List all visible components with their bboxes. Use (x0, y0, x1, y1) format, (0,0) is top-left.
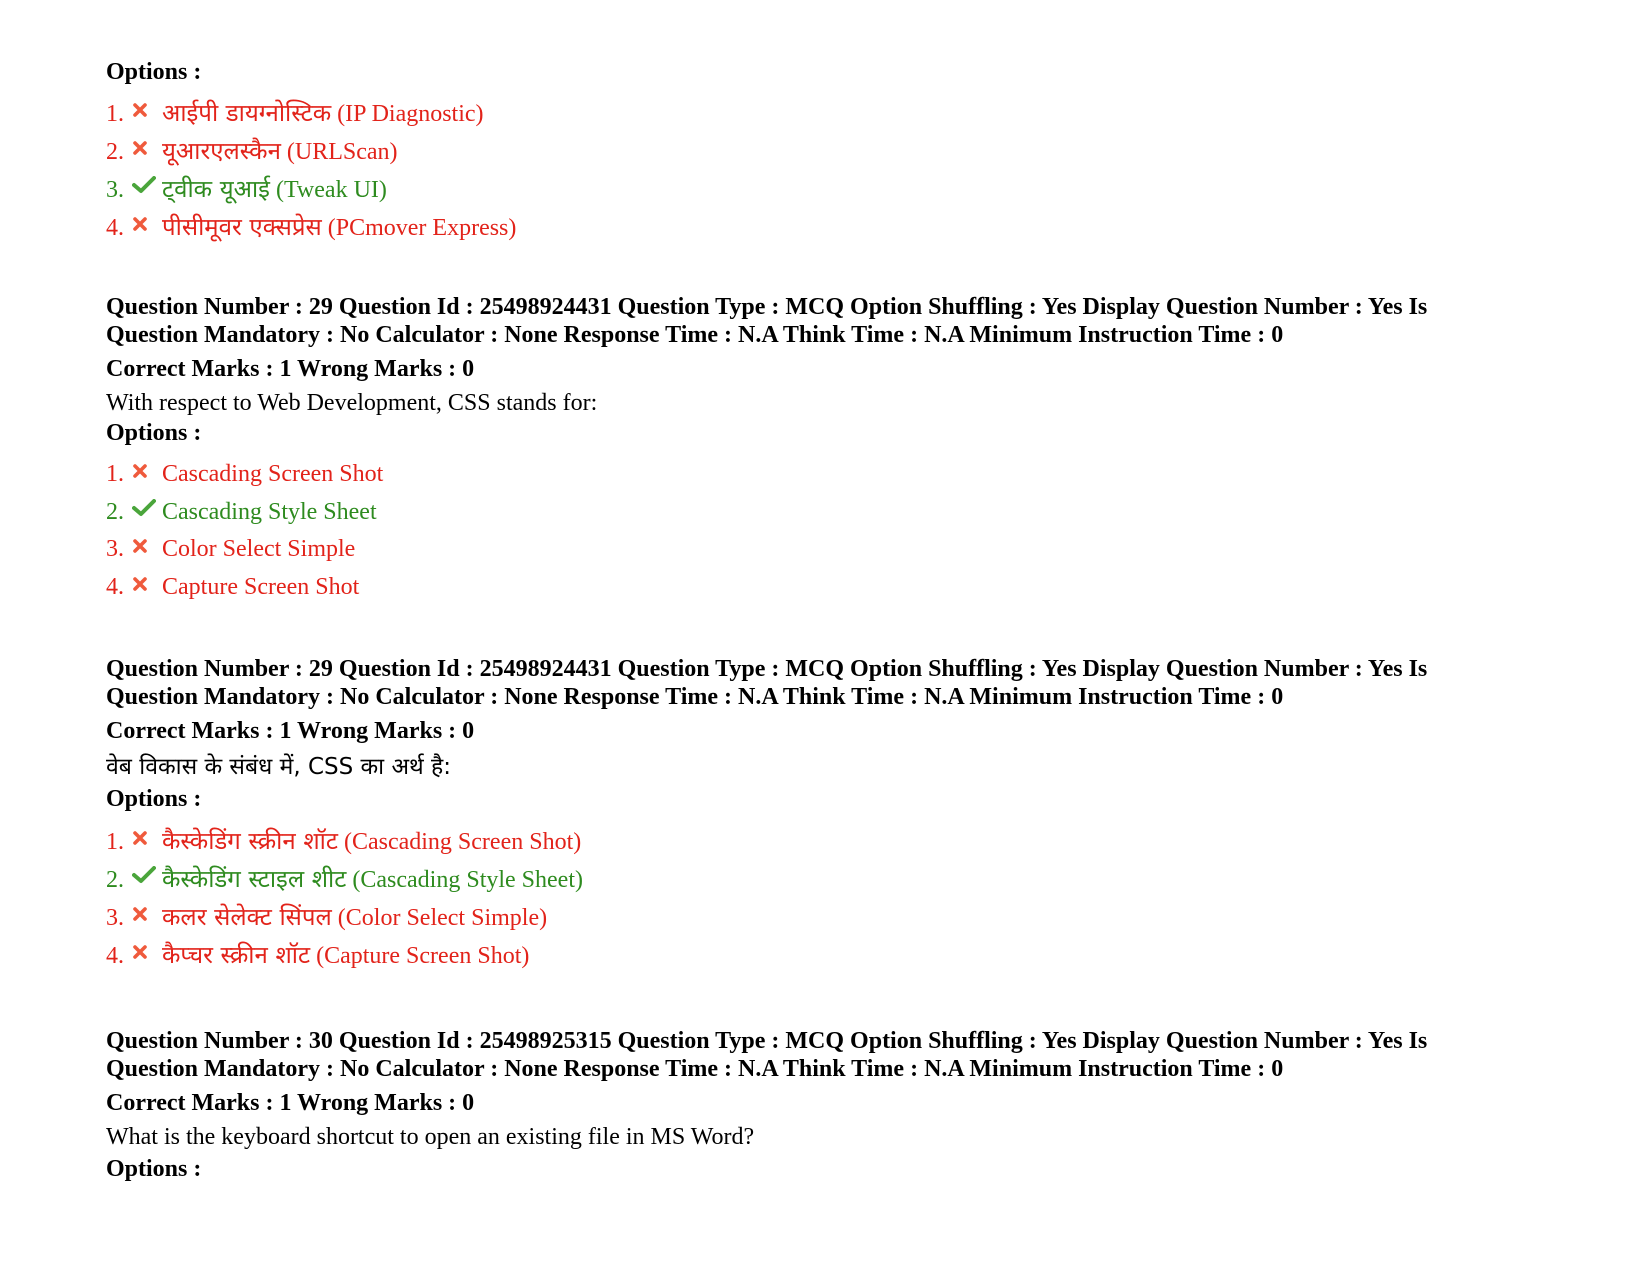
question-29-english-section (106, 293, 1546, 606)
option-number: 2. (106, 867, 124, 893)
cross-icon (132, 94, 162, 132)
option-number: 3. (106, 905, 124, 931)
question-meta-line-2: Question Mandatory : No Calculator : None Response Time : N.A Think Time : N.A Minimum Instruction Time : 0 (106, 322, 1284, 348)
option-number: 2. (106, 139, 124, 165)
question-meta-line-1: Question Number : 30 Question Id : 25498925315 Question Type : MCQ Option Shuffling : Yes Display Question Number : Yes Is (106, 1028, 1428, 1054)
option-2 (106, 860, 1546, 898)
option-hindi-text: आईपी डायग्नोस्टिक (162, 99, 332, 127)
marks-line: Correct Marks : 1 Wrong Marks : 0 (106, 718, 475, 744)
check-icon (132, 170, 162, 208)
option-english-text: (PCmover Express) (327, 215, 517, 241)
cross-icon (132, 936, 162, 974)
option-text: Color Select Simple (162, 536, 356, 562)
option-number: 2. (106, 498, 124, 525)
option-2 (106, 132, 1546, 170)
question-text: वेब विकास के संबंध में, CSS का अर्थ है: (106, 754, 451, 780)
options-label: Options : (106, 59, 202, 85)
options-label: Options : (106, 786, 202, 812)
option-hindi-text: कलर सेलेक्ट सिंपल (162, 903, 332, 931)
question-meta-line-1: Question Number : 29 Question Id : 25498924431 Question Type : MCQ Option Shuffling : Yes Display Question Number : Yes Is (106, 656, 1428, 682)
options-label: Options : (106, 1156, 202, 1182)
cross-icon (132, 531, 162, 569)
option-number: 1. (106, 101, 124, 127)
option-hindi-text: कैस्केडिंग स्क्रीन शॉट (162, 827, 338, 855)
option-2 (106, 494, 1546, 532)
options-label: Options : (106, 420, 202, 446)
option-number: 1. (106, 461, 124, 487)
option-hindi-text: यूआरएलस्कैन (162, 137, 281, 165)
option-english-text: (Color Select Simple) (337, 905, 548, 931)
option-1 (106, 822, 1546, 860)
option-hindi-text: कैस्केडिंग स्टाइल शीट (162, 865, 347, 893)
option-4 (106, 936, 1546, 974)
check-icon (132, 860, 162, 898)
option-3 (106, 531, 1546, 569)
cross-icon (132, 208, 162, 246)
option-3 (106, 170, 1546, 208)
cross-icon (132, 898, 162, 936)
option-hindi-text: पीसीमूवर एक्सप्रेस (162, 213, 322, 241)
option-number: 3. (106, 177, 124, 203)
option-text: Capture Screen Shot (162, 573, 360, 600)
marks-line: Correct Marks : 1 Wrong Marks : 0 (106, 356, 475, 382)
option-english-text: (Cascading Style Sheet) (352, 867, 583, 893)
option-number: 1. (106, 829, 124, 855)
option-hindi-text: ट्वीक यूआई (162, 175, 270, 203)
option-text: Cascading Screen Shot (162, 461, 384, 487)
option-english-text: (IP Diagnostic) (337, 101, 484, 127)
option-english-text: (Tweak UI) (275, 177, 387, 203)
option-3 (106, 898, 1546, 936)
question-meta-line-2: Question Mandatory : No Calculator : None Response Time : N.A Think Time : N.A Minimum Instruction Time : 0 (106, 1056, 1284, 1082)
question-30-section (106, 1027, 1546, 1183)
option-1 (106, 94, 1546, 132)
question-text: What is the keyboard shortcut to open an existing file in MS Word? (106, 1124, 755, 1150)
option-4 (106, 569, 1546, 607)
question-28-options-section (106, 58, 1546, 246)
cross-icon (132, 822, 162, 860)
option-english-text: (URLScan) (286, 139, 398, 165)
question-meta-line-1: Question Number : 29 Question Id : 25498924431 Question Type : MCQ Option Shuffling : Yes Display Question Number : Yes Is (106, 294, 1428, 320)
option-english-text: (Cascading Screen Shot) (343, 829, 582, 855)
option-number: 4. (106, 573, 124, 600)
option-number: 4. (106, 215, 124, 241)
question-meta-line-2: Question Mandatory : No Calculator : None Response Time : N.A Think Time : N.A Minimum Instruction Time : 0 (106, 684, 1284, 710)
marks-line: Correct Marks : 1 Wrong Marks : 0 (106, 1090, 475, 1116)
option-4 (106, 208, 1546, 246)
option-number: 3. (106, 536, 124, 562)
check-icon (132, 494, 162, 532)
option-text: Cascading Style Sheet (162, 498, 377, 525)
question-29-hindi-section (106, 655, 1546, 974)
cross-icon (132, 456, 162, 494)
option-number: 4. (106, 943, 124, 969)
option-hindi-text: कैप्चर स्क्रीन शॉट (162, 941, 311, 969)
option-english-text: (Capture Screen Shot) (316, 943, 530, 969)
cross-icon (132, 569, 162, 607)
option-1 (106, 456, 1546, 494)
cross-icon (132, 132, 162, 170)
question-text: With respect to Web Development, CSS stands for: (106, 390, 598, 416)
